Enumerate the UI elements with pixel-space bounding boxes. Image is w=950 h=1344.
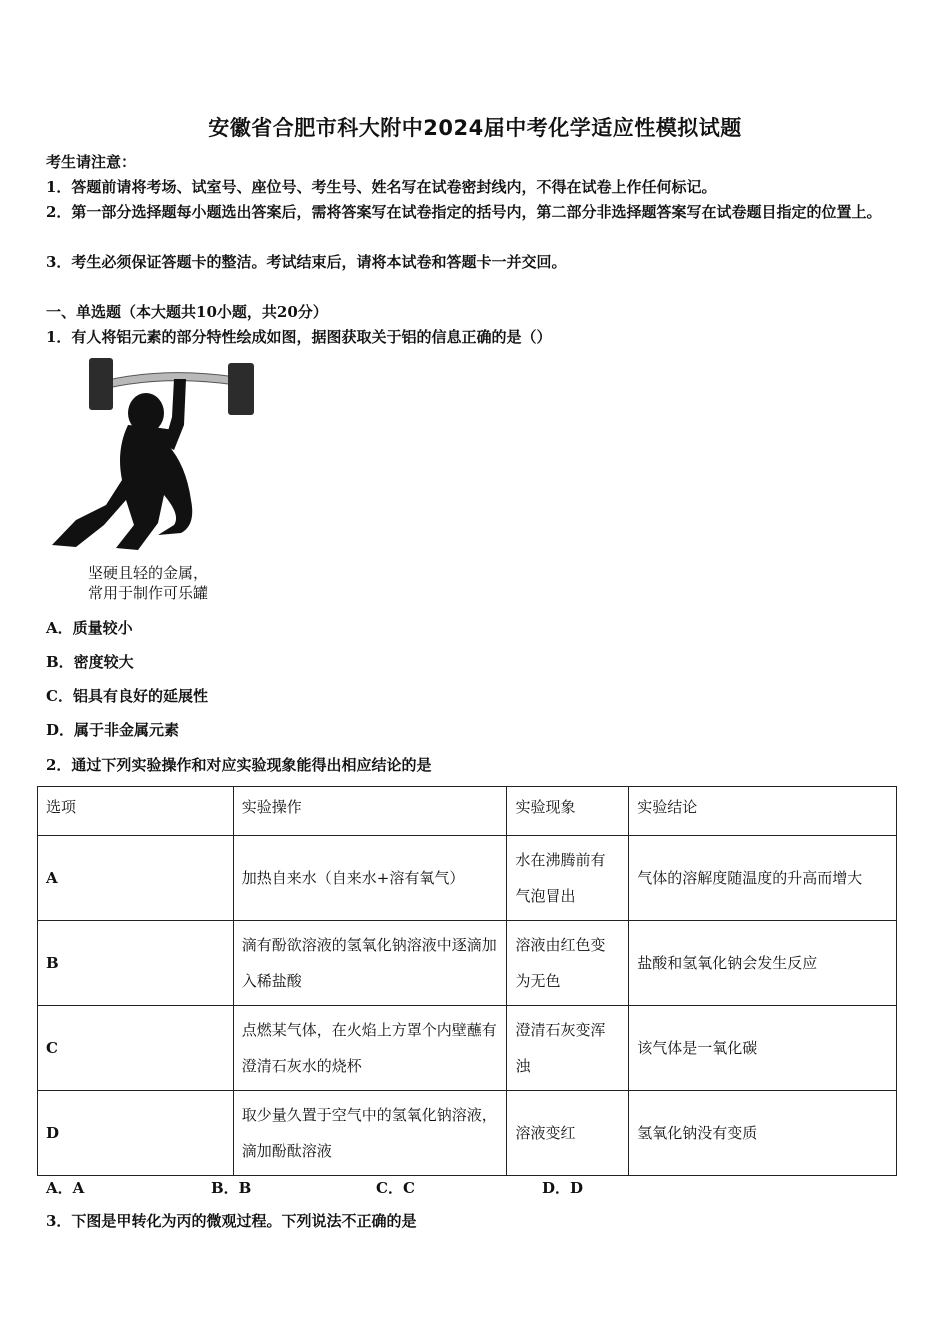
table-cell: 氢氧化钠没有变质 <box>629 1091 897 1176</box>
q1-option-b: B．密度较大 <box>46 653 134 671</box>
table-header-cell: 选项 <box>38 787 234 836</box>
q2-answer-c: C．C <box>376 1179 415 1197</box>
table-cell: 该气体是一氧化碳 <box>629 1006 897 1091</box>
q1-option-d: D．属于非金属元素 <box>46 721 180 739</box>
question-2-stem: 2．通过下列实验操作和对应实验现象能得出相应结论的是 <box>46 756 432 774</box>
question-1-stem: 1．有人将铝元素的部分特性绘成如图，据图获取关于铝的信息正确的是（） <box>46 328 552 346</box>
caption-line-2: 常用于制作可乐罐 <box>88 584 209 602</box>
question-3-stem: 3．下图是甲转化为丙的微观过程。下列说法不正确的是 <box>46 1212 417 1230</box>
table-row <box>38 1006 897 1091</box>
table-row <box>38 836 897 921</box>
q2-answer-d: D．D <box>542 1179 584 1197</box>
table-cell: A <box>38 836 234 921</box>
notice-item-1: 1．答题前请将考场、试室号、座位号、考生号、姓名写在试卷密封线内，不得在试卷上作任何标记。 <box>46 178 717 196</box>
table-cell: 点燃某气体，在火焰上方罩个内壁蘸有澄清石灰水的烧杯 <box>233 1006 507 1091</box>
weightlifter-silhouette-icon <box>46 355 266 560</box>
table-cell: 澄清石灰变浑浊 <box>507 1006 629 1091</box>
q1-option-a: A．质量较小 <box>46 619 133 637</box>
section-heading: 一、单选题（本大题共10小题，共20分） <box>46 303 328 321</box>
table-header-row <box>38 787 897 836</box>
table-cell: 滴有酚欲溶液的氢氧化钠溶液中逐滴加入稀盐酸 <box>233 921 507 1006</box>
table-cell: 水在沸腾前有气泡冒出 <box>507 836 629 921</box>
figure-caption <box>88 563 208 603</box>
table-cell: 溶液变红 <box>507 1091 629 1176</box>
table-cell: B <box>38 921 234 1006</box>
table-cell: D <box>38 1091 234 1176</box>
table-row <box>38 1091 897 1176</box>
table-header-cell: 实验结论 <box>629 787 897 836</box>
table-cell: 盐酸和氢氧化钠会发生反应 <box>629 921 897 1006</box>
caption-line-1: 坚硬且轻的金属， <box>88 564 209 582</box>
table-row <box>38 921 897 1006</box>
table-cell: 溶液由红色变为无色 <box>507 921 629 1006</box>
experiment-table <box>37 786 897 1176</box>
notice-heading: 考生请注意： <box>46 153 137 171</box>
table-header-cell: 实验操作 <box>233 787 507 836</box>
table-cell: 取少量久置于空气中的氢氧化钠溶液，滴加酚酞溶液 <box>233 1091 507 1176</box>
table-header-cell: 实验现象 <box>507 787 629 836</box>
table-cell: 加热自来水（自来水+溶有氧气） <box>233 836 507 921</box>
table-cell: C <box>38 1006 234 1091</box>
table-cell: 气体的溶解度随温度的升高而增大 <box>629 836 897 921</box>
q2-answer-b: B．B <box>211 1179 252 1197</box>
q2-answer-a: A．A <box>46 1179 85 1197</box>
page-title: 安徽省合肥市科大附中2024届中考化学适应性模拟试题 <box>208 116 742 140</box>
notice-item-3: 3．考生必须保证答题卡的整洁。考试结束后，请将本试卷和答题卡一并交回。 <box>46 253 567 271</box>
notice-item-2: 2．第一部分选择题每小题选出答案后，需将答案写在试卷指定的括号内，第二部分非选择题答案写在试卷题目指定的位置上。 <box>46 203 882 221</box>
q1-option-c: C．铝具有良好的延展性 <box>46 687 208 705</box>
